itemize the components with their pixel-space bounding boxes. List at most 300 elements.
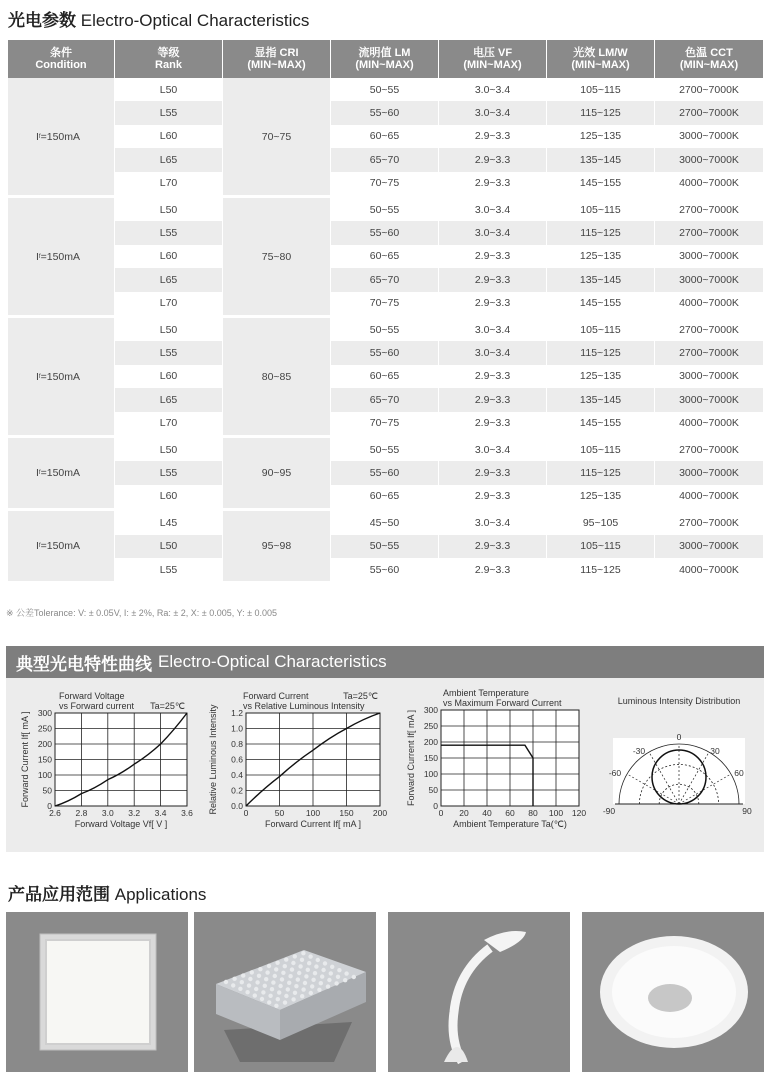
y-tick-label: 1.2 [231, 708, 243, 718]
header-cn: 条件 [50, 47, 72, 59]
lumen-cell: 50~55 [331, 198, 438, 221]
application-flood-light [194, 912, 376, 1072]
led-dot [273, 974, 277, 978]
rank-cell: L55 [115, 558, 222, 581]
voltage-column [439, 198, 547, 315]
efficacy-column [547, 318, 655, 435]
condition-cell: I f =150mA [8, 198, 115, 315]
efficacy-column [547, 438, 655, 508]
led-dot [271, 980, 275, 984]
cri-cell: 80~85 [223, 318, 331, 435]
cct-cell: 2700~7000K [655, 341, 763, 364]
y-tick-label: 0.6 [231, 754, 243, 765]
led-dot [240, 980, 244, 984]
led-dot [291, 961, 295, 965]
condition-cell: I f =150mA [8, 511, 115, 581]
table-group [8, 78, 763, 195]
rank-cell: L65 [115, 148, 222, 171]
cct-cell: 2700~7000K [655, 511, 763, 534]
led-dot [263, 984, 267, 988]
voltage-cell: 2.9~3.3 [439, 172, 546, 195]
cct-cell: 3000~7000K [655, 268, 763, 291]
efficacy-cell: 125~135 [547, 365, 654, 388]
y-tick-label: 250 [423, 721, 438, 731]
y-axis-label: Forward Current If[ mA ] [406, 709, 416, 807]
lumen-cell: 50~55 [331, 78, 438, 101]
y-tick-label: 0.2 [231, 785, 243, 796]
table-group [8, 198, 763, 315]
voltage-cell: 2.9~3.3 [439, 558, 546, 581]
led-dot [265, 970, 269, 974]
led-dot [232, 977, 236, 981]
led-dot [326, 984, 330, 988]
y-tick-label: 0.0 [231, 801, 243, 811]
led-dot [255, 980, 259, 984]
cct-column [655, 78, 763, 195]
cct-cell: 2700~7000K [655, 318, 763, 341]
cct-cell: 2700~7000K [655, 78, 763, 101]
header-cell [655, 40, 763, 78]
led-dot [352, 975, 356, 979]
cct-column [655, 438, 763, 508]
voltage-cell: 3.0~3.4 [439, 221, 546, 244]
efficacy-cell: 145~155 [547, 172, 654, 195]
led-dot [337, 968, 341, 972]
led-dot [344, 971, 348, 975]
lumen-column [331, 78, 439, 195]
lumen-cell: 60~65 [331, 365, 438, 388]
rank-cell: L60 [115, 125, 222, 148]
led-dot [320, 974, 324, 978]
led-dot [270, 987, 274, 991]
rank-cell: L65 [115, 268, 222, 291]
efficacy-cell: 95~105 [547, 511, 654, 534]
led-dot [304, 974, 308, 978]
voltage-cell: 2.9~3.3 [439, 148, 546, 171]
condition-cell: I f =150mA [8, 78, 115, 195]
x-tick-label: 3.6 [181, 808, 193, 818]
voltage-column [439, 78, 547, 195]
rank-cell: L70 [115, 172, 222, 195]
voltage-cell: 3.0~3.4 [439, 341, 546, 364]
curves-title-en: Electro-Optical Characteristics [158, 652, 387, 671]
cct-cell: 3000~7000K [655, 148, 763, 171]
efficacy-cell: 115~125 [547, 341, 654, 364]
x-tick-label: 200 [372, 808, 388, 818]
led-dot [254, 987, 258, 991]
application-desk-lamp [388, 912, 570, 1072]
cct-cell: 4000~7000K [655, 412, 763, 435]
efficacy-column [547, 511, 655, 581]
header-cn: 电压 VF [472, 47, 513, 59]
voltage-cell: 2.9~3.3 [439, 535, 546, 558]
lumen-cell: 60~65 [331, 245, 438, 268]
voltage-cell: 2.9~3.3 [439, 365, 546, 388]
y-tick-label: 0.4 [231, 770, 243, 780]
header-en: (MIN~MAX) [247, 59, 306, 71]
voltage-cell: 2.9~3.3 [439, 292, 546, 315]
cct-cell: 4000~7000K [655, 292, 763, 315]
lumen-cell: 70~75 [331, 412, 438, 435]
header-en: Rank [155, 59, 182, 71]
voltage-cell: 3.0~3.4 [439, 318, 546, 341]
rank-cell: L60 [115, 485, 222, 508]
led-dot [287, 981, 291, 985]
cct-cell: 2700~7000K [655, 198, 763, 221]
led-dot [241, 973, 245, 977]
led-dot [343, 978, 347, 982]
led-dot [296, 977, 300, 981]
led-dot [334, 981, 338, 985]
applications-title-en: Applications [114, 885, 207, 904]
rank-cell: L50 [115, 78, 222, 101]
led-dot [288, 974, 292, 978]
x-axis-label: Ambient Temperature Ta(℃) [453, 819, 567, 829]
header-en: (MIN~MAX) [355, 59, 414, 71]
led-dot [277, 990, 281, 994]
tolerance-note: ※ 公差Tolerance: V: ± 0.05V, I: ± 2%, Ra: ± 2, X: ± 0.005, Y: ± 0.005 [6, 608, 278, 618]
led-dot [231, 983, 235, 987]
lumen-cell: 60~65 [331, 125, 438, 148]
lumen-cell: 70~75 [331, 292, 438, 315]
efficacy-cell: 135~145 [547, 148, 654, 171]
x-tick-label: 2.6 [49, 808, 61, 818]
voltage-cell: 2.9~3.3 [439, 268, 546, 291]
spec-table [8, 40, 763, 581]
led-dot [257, 974, 261, 978]
efficacy-cell: 125~135 [547, 485, 654, 508]
curves-section [6, 646, 764, 852]
chart-condition: Ta=25℃ [343, 691, 378, 701]
led-dot [336, 975, 340, 979]
x-tick-label: 50 [274, 808, 285, 818]
led-dot [247, 983, 251, 987]
chart-title-line2: vs Forward current [59, 701, 135, 711]
x-tick-label: 40 [482, 808, 492, 818]
applications-title-cn: 产品应用范围 [8, 885, 110, 904]
lumen-cell: 50~55 [331, 438, 438, 461]
lumen-cell: 65~70 [331, 148, 438, 171]
x-axis-label: Forward Current If[ mA ] [264, 819, 362, 829]
lumen-cell: 55~60 [331, 221, 438, 244]
rank-cell: L50 [115, 535, 222, 558]
rank-column [115, 438, 223, 508]
header-en: (MIN~MAX) [463, 59, 522, 71]
efficacy-cell: 115~125 [547, 558, 654, 581]
led-dot [301, 951, 305, 955]
voltage-cell: 2.9~3.3 [439, 245, 546, 268]
x-tick-label: 3.0 [101, 808, 114, 818]
cct-cell: 2700~7000K [655, 101, 763, 124]
rank-column [115, 511, 223, 581]
led-dot [283, 1000, 287, 1004]
polar-angle-label: -90 [602, 806, 616, 816]
lumen-cell: 55~60 [331, 341, 438, 364]
led-dot [293, 991, 297, 995]
polar-angle-label: -60 [608, 768, 622, 778]
efficacy-cell: 115~125 [547, 101, 654, 124]
led-dot [274, 1004, 278, 1008]
x-tick-label: 2.8 [75, 808, 88, 818]
x-tick-label: 0 [438, 808, 444, 818]
led-dot [297, 971, 301, 975]
header-cn: 光效 LM/W [573, 47, 628, 59]
cct-cell: 3000~7000K [655, 365, 763, 388]
rank-cell: L65 [115, 388, 222, 411]
led-dot [330, 965, 334, 969]
rank-cell: L70 [115, 412, 222, 435]
y-tick-label: 100 [423, 769, 438, 779]
led-dot [323, 961, 327, 965]
table-body [8, 78, 763, 581]
rank-column [115, 78, 223, 195]
voltage-cell: 2.9~3.3 [439, 125, 546, 148]
x-tick-label: 80 [528, 808, 538, 818]
efficacy-cell: 125~135 [547, 245, 654, 268]
led-dot [253, 993, 257, 997]
y-tick-label: 0 [433, 801, 438, 811]
cct-cell: 3000~7000K [655, 461, 763, 484]
led-dot [245, 990, 249, 994]
led-dot [276, 997, 280, 1001]
header-cell [331, 40, 439, 78]
header-cn: 色温 CCT [685, 47, 733, 59]
voltage-cell: 2.9~3.3 [439, 485, 546, 508]
chart-condition: Ta=25℃ [150, 701, 185, 711]
cct-cell: 3000~7000K [655, 388, 763, 411]
header-cell [223, 40, 331, 78]
polar-angle-label: 0 [676, 732, 682, 742]
led-dot [300, 994, 304, 998]
cri-cell: 70~75 [223, 78, 331, 195]
cct-column [655, 198, 763, 315]
lumen-cell: 65~70 [331, 388, 438, 411]
condition-cell: I f =150mA [8, 438, 115, 508]
y-tick-label: 200 [423, 737, 438, 747]
x-axis-label: Forward Voltage Vf[ V ] [74, 819, 168, 829]
led-dot [238, 987, 242, 991]
voltage-cell: 3.0~3.4 [439, 101, 546, 124]
led-dot [248, 977, 252, 981]
x-tick-label: 3.4 [154, 808, 167, 818]
y-tick-label: 250 [37, 723, 52, 734]
header-en: Condition [35, 59, 87, 71]
lumen-cell: 50~55 [331, 535, 438, 558]
led-dot [298, 964, 302, 968]
cct-cell: 3000~7000K [655, 245, 763, 268]
efficacy-cell: 145~155 [547, 292, 654, 315]
efficacy-cell: 115~125 [547, 221, 654, 244]
condition-cell: I f =150mA [8, 318, 115, 435]
voltage-column [439, 438, 547, 508]
header-cell [8, 40, 115, 78]
y-tick-label: 200 [37, 739, 52, 749]
efficacy-cell: 115~125 [547, 461, 654, 484]
curves-section-title [6, 646, 764, 678]
cct-cell: 4000~7000K [655, 485, 763, 508]
rank-cell: L60 [115, 245, 222, 268]
led-dot [317, 988, 321, 992]
voltage-column [439, 511, 547, 581]
applications-section-title [8, 880, 206, 905]
x-tick-label: 60 [505, 808, 515, 818]
efficacy-cell: 105~115 [547, 78, 654, 101]
x-tick-label: 100 [548, 808, 564, 818]
polar-angle-label: 60 [734, 768, 744, 778]
x-tick-label: 20 [459, 808, 469, 818]
efficacy-cell: 105~115 [547, 535, 654, 558]
header-cn: 等级 [157, 47, 180, 59]
x-tick-label: 150 [339, 808, 354, 818]
table-group [8, 438, 763, 508]
lumen-column [331, 318, 439, 435]
y-tick-label: 1.0 [231, 723, 243, 734]
led-dot [293, 954, 297, 958]
application-panel-light [6, 912, 188, 1072]
led-dot [306, 968, 310, 972]
voltage-cell: 3.0~3.4 [439, 198, 546, 221]
y-tick-label: 100 [37, 770, 52, 780]
lumen-cell: 55~60 [331, 558, 438, 581]
efficacy-cell: 135~145 [547, 268, 654, 291]
voltage-cell: 3.0~3.4 [439, 78, 546, 101]
chart-title-line1: Forward Current [243, 691, 309, 701]
header-en: (MIN~MAX) [679, 59, 739, 71]
header-cell [439, 40, 547, 78]
y-tick-label: 50 [42, 785, 52, 796]
header-cn: 流明值 LM [358, 47, 411, 59]
charts-canvas [6, 678, 764, 850]
led-dot [261, 990, 265, 994]
y-axis-label: Forward Current If[ mA ] [20, 711, 30, 808]
cct-cell: 2700~7000K [655, 221, 763, 244]
led-dot [321, 968, 325, 972]
led-dot [250, 970, 254, 974]
led-dot [275, 961, 279, 965]
efficacy-cell: 145~155 [547, 412, 654, 435]
y-tick-label: 0.8 [231, 739, 243, 749]
y-tick-label: 150 [423, 753, 438, 763]
led-dot [308, 954, 312, 958]
led-dot [286, 987, 290, 991]
lumen-cell: 60~65 [331, 485, 438, 508]
cct-cell: 4000~7000K [655, 558, 763, 581]
cct-column [655, 511, 763, 581]
cct-cell: 3000~7000K [655, 535, 763, 558]
led-dot [274, 967, 278, 971]
lumen-cell: 70~75 [331, 172, 438, 195]
x-tick-label: 0 [243, 808, 249, 818]
led-dot [303, 981, 307, 985]
led-dot [267, 964, 271, 968]
flood-light-image [194, 912, 376, 1072]
efficacy-cell: 105~115 [547, 318, 654, 341]
lumen-column [331, 438, 439, 508]
led-dot [311, 978, 315, 982]
led-dot [310, 984, 314, 988]
rank-cell: L50 [115, 198, 222, 221]
y-tick-label: 300 [423, 705, 438, 715]
led-dot [224, 980, 228, 984]
table-header [8, 40, 763, 78]
y-tick-label: 0 [47, 801, 52, 811]
table-group [8, 318, 763, 435]
y-tick-label: 150 [37, 754, 52, 765]
chart-title-line1: Forward Voltage [59, 691, 125, 701]
downlight-image [582, 912, 764, 1072]
led-dot [316, 958, 320, 962]
chart-title-line2: vs Maximum Forward Current [443, 698, 562, 708]
rank-cell: L55 [115, 101, 222, 124]
rank-cell: L55 [115, 341, 222, 364]
x-tick-label: 100 [305, 808, 321, 818]
rank-cell: L50 [115, 318, 222, 341]
led-dot [284, 957, 288, 961]
application-downlight [582, 912, 764, 1072]
x-tick-label: 120 [571, 808, 587, 818]
rank-cell: L55 [115, 461, 222, 484]
x-tick-label: 3.2 [128, 808, 141, 818]
led-dot [313, 971, 317, 975]
rank-cell: L55 [115, 221, 222, 244]
rank-cell: L70 [115, 292, 222, 315]
cct-cell: 2700~7000K [655, 438, 763, 461]
y-tick-label: 50 [428, 785, 438, 795]
lumen-cell: 50~55 [331, 318, 438, 341]
led-dot [291, 997, 295, 1001]
y-tick-label: 300 [37, 708, 52, 718]
led-dot [314, 964, 318, 968]
header-cell [547, 40, 655, 78]
efficacy-column [547, 78, 655, 195]
spec-section-title [8, 6, 309, 31]
cri-cell: 95~98 [223, 511, 331, 581]
voltage-cell: 3.0~3.4 [439, 438, 546, 461]
led-dot [283, 964, 287, 968]
spec-title-en: Electro-Optical Characteristics [80, 11, 310, 30]
voltage-column [439, 318, 547, 435]
lumen-column [331, 198, 439, 315]
table-group [8, 511, 763, 581]
spec-title-cn: 光电参数 [8, 11, 76, 30]
led-dot [300, 958, 304, 962]
led-dot [260, 997, 264, 1001]
efficacy-cell: 125~135 [547, 125, 654, 148]
efficacy-cell: 105~115 [547, 198, 654, 221]
cct-column [655, 318, 763, 435]
rank-cell: L50 [115, 438, 222, 461]
led-dot [329, 971, 333, 975]
cct-cell: 4000~7000K [655, 172, 763, 195]
curves-title-cn: 典型光电特性曲线 [16, 654, 152, 674]
rank-column [115, 318, 223, 435]
voltage-cell: 2.9~3.3 [439, 388, 546, 411]
cct-cell: 3000~7000K [655, 125, 763, 148]
lumen-cell: 65~70 [331, 268, 438, 291]
header-cell [115, 40, 223, 78]
led-dot [284, 994, 288, 998]
efficacy-column [547, 198, 655, 315]
led-dot [280, 977, 284, 981]
led-dot [281, 971, 285, 975]
led-dot [278, 984, 282, 988]
panel-light-image [6, 912, 188, 1072]
lumen-cell: 55~60 [331, 461, 438, 484]
led-dot [267, 1000, 271, 1004]
polar-angle-label: 30 [710, 746, 720, 756]
led-dot [264, 977, 268, 981]
led-dot [258, 967, 262, 971]
